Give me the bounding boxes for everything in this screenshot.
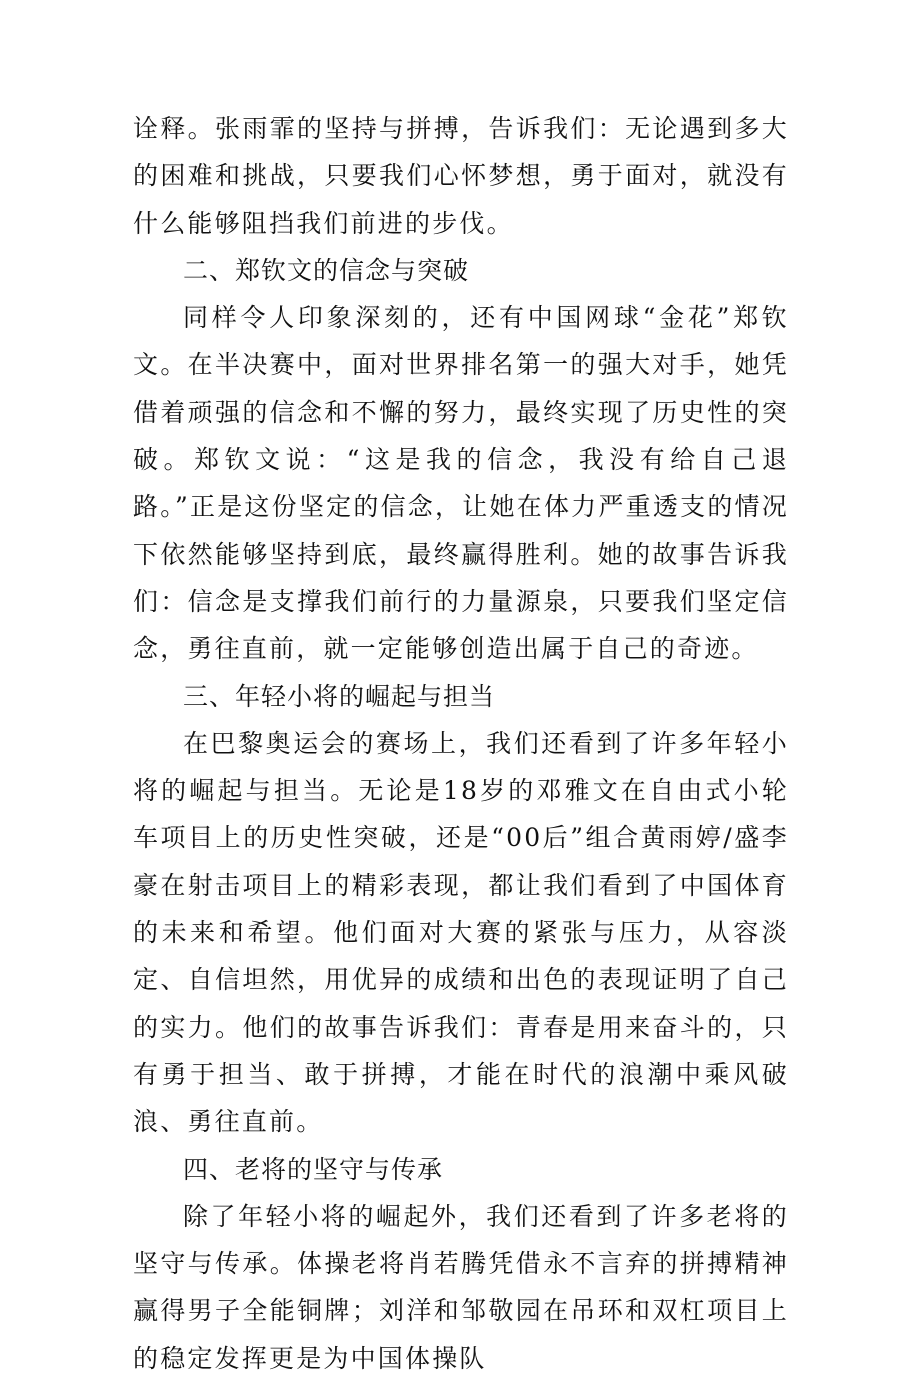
paragraph-zheng-qinwen: 同样令人印象深刻的，还有中国网球“金花”郑钦文。在半决赛中，面对世界排名第一的强大对手，她凭借着顽强的信念和不懈的努力，最终实现了历史性的突破。郑钦文说：“这是我的信念，我没有给自己退路。”正是这份坚定的信念，让她在体力严重透支的情况下依然能够坚持到底，最终赢得胜利。她的故事告诉我们：信念是支撑我们前行的力量源泉，只要我们坚定信念，勇往直前，就一定能够创造出属于自己的奇迹。 [133, 303, 789, 664]
section-heading-veteran-athletes: 四、老将的坚守与传承 [183, 1154, 444, 1184]
section-heading-zheng-qinwen: 二、郑钦文的信念与突破 [183, 255, 470, 285]
section-heading-young-athletes: 三、年轻小将的崛起与担当 [183, 681, 496, 711]
paragraph-young-athletes: 在巴黎奥运会的赛场上，我们还看到了许多年轻小将的崛起与担当。无论是18岁的邓雅文在自由式小轮车项目上的历史性突破，还是“00后”组合黄雨婷/盛李豪在射击项目上的精彩表现，都让我们看到了中国体育的未来和希望。他们面对大赛的紧张与压力，从容淡定、自信坦然，用优异的成绩和出色的表现证明了自己的实力。他们的故事告诉我们：青春是用来奋斗的，只有勇于担当、敢于拼搏，才能在时代的浪潮中乘风破浪、勇往直前。 [133, 728, 789, 1137]
paragraph-zhang-yufei-conclusion: 诠释。张雨霏的坚持与拼搏，告诉我们：无论遇到多大的困难和挑战，只要我们心怀梦想，勇于面对，就没有什么能够阻挡我们前进的步伐。 [133, 114, 789, 238]
paragraph-veteran-athletes: 除了年轻小将的崛起外，我们还看到了许多老将的坚守与传承。体操老将肖若腾凭借永不言弃的拼搏精神赢得男子全能铜牌；刘洋和邹敬园在吊环和双杠项目上的稳定发挥更是为中国体操队 [133, 1201, 789, 1373]
document-body [133, 105, 789, 1382]
